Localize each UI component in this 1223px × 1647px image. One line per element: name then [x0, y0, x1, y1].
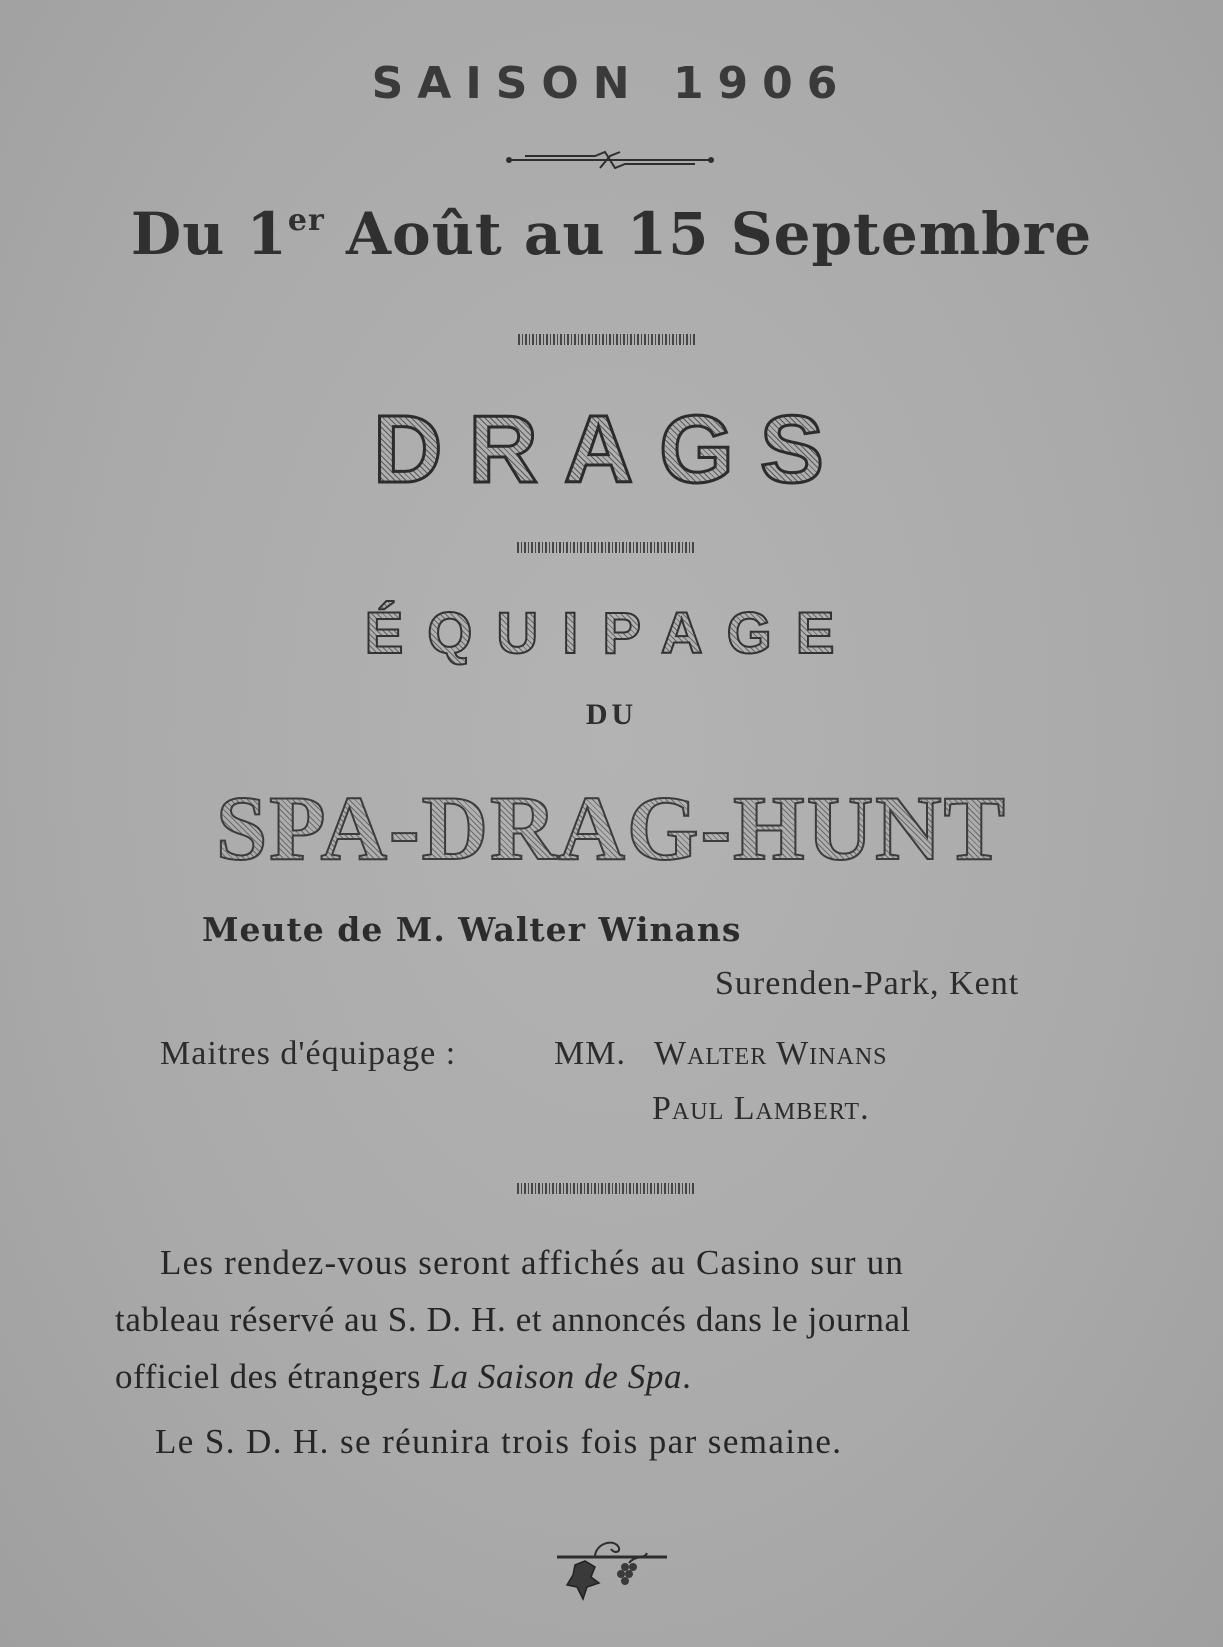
- dates-rest: Août au 15 Septembre: [324, 200, 1093, 268]
- newspaper-title: La Saison de Spa: [430, 1357, 683, 1396]
- dates-superscript: er: [287, 203, 325, 238]
- notice-line-1: Les rendez-vous seront affichés au Casino sur un: [160, 1243, 905, 1282]
- divider-rule: [517, 542, 695, 553]
- ornament-flourish: [505, 150, 715, 172]
- pack-owner: Meute de M. Walter Winans: [202, 910, 742, 949]
- club-name: SPA-DRAG-HUNT: [0, 775, 1223, 881]
- master-name-1: Walter Winans: [654, 1035, 888, 1072]
- drags-title: DRAGS: [0, 395, 1223, 505]
- vine-ornament-icon: [555, 1535, 670, 1605]
- notice-line-3: [115, 1357, 691, 1397]
- notice-line-2: tableau réservé au S. D. H. et annoncés dans le journal: [115, 1300, 911, 1339]
- season-heading: SAISON 1906: [371, 58, 852, 109]
- divider-rule: [518, 334, 696, 345]
- du-label: DU: [585, 698, 638, 731]
- season-dates: [0, 200, 1223, 268]
- notice-line-3-end: .: [682, 1357, 692, 1396]
- notice-line-4: Le S. D. H. se réunira trois fois par semaine.: [155, 1422, 843, 1461]
- pack-location: Surenden-Park, Kent: [715, 965, 1020, 1002]
- masters-prefix: MM.: [554, 1035, 626, 1072]
- masters-label: Maitres d'équipage :: [160, 1035, 457, 1072]
- divider-rule: [517, 1183, 695, 1194]
- dates-prefix: Du 1: [130, 200, 288, 268]
- notice-line-3-start: officiel des étrangers: [115, 1357, 431, 1396]
- master-name-2: Paul Lambert.: [652, 1090, 870, 1127]
- equipage-title: ÉQUIPAGE: [0, 600, 1223, 667]
